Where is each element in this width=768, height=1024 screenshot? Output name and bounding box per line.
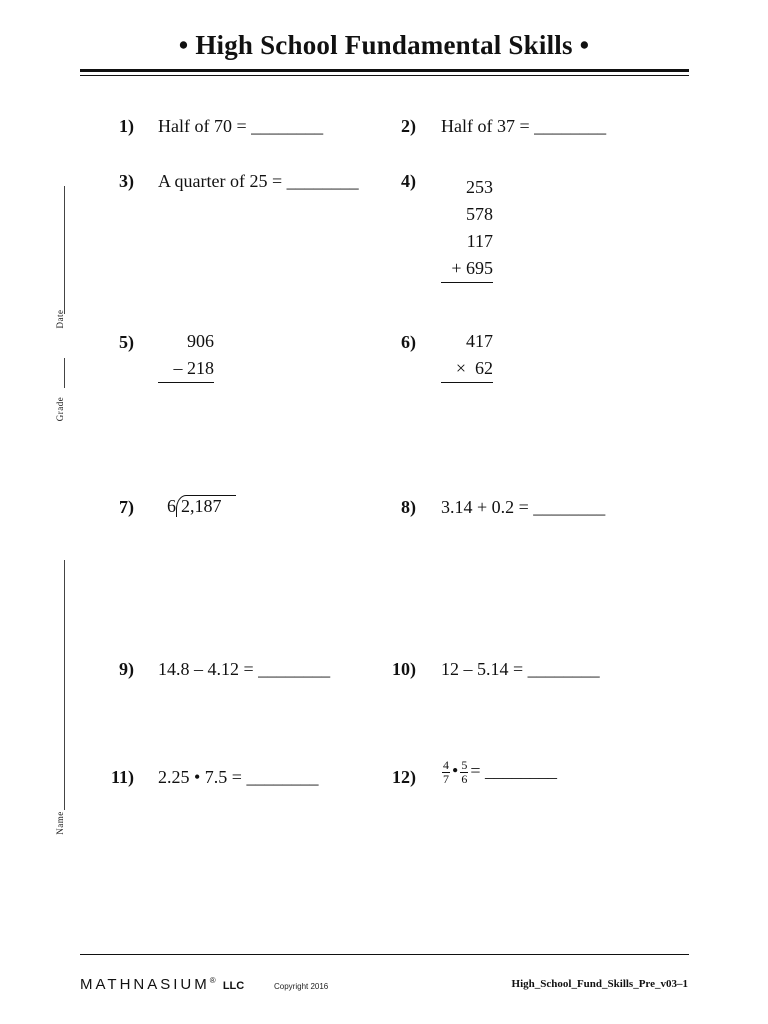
problem-number: 8) [401, 497, 416, 517]
addend-4: + 695 [441, 255, 493, 283]
date-field-line[interactable] [64, 186, 65, 314]
denominator: 7 [443, 772, 449, 786]
subtraction-stack [158, 328, 214, 383]
title-rule-thin [80, 75, 689, 76]
dividend: 2,187 [181, 496, 222, 516]
fraction-2 [460, 759, 468, 786]
problem-text: 12 – 5.14 = ________ [441, 659, 600, 679]
problem-number: 10) [392, 659, 416, 679]
grade-field-line[interactable] [64, 358, 65, 388]
problem-text: Half of 37 = ________ [441, 116, 607, 136]
multiplier: × 62 [441, 355, 493, 383]
long-division [167, 495, 236, 517]
copyright-text: Copyright 2016 [274, 982, 329, 991]
name-field-line[interactable] [64, 560, 65, 810]
name-label: Name [55, 811, 65, 835]
numerator: 5 [461, 758, 468, 772]
problem-number: 6) [401, 332, 416, 352]
date-label: Date [55, 309, 65, 329]
addition-stack [441, 174, 493, 283]
problem-number: 7) [119, 497, 134, 517]
addend-2: 578 [466, 204, 493, 224]
problem-number: 4) [401, 171, 416, 191]
problem-text: Half of 70 = ________ [158, 116, 324, 136]
problem-number: 1) [119, 116, 134, 136]
problem-number: 9) [119, 659, 134, 679]
divisor: 6 [167, 496, 176, 516]
document-id: High_School_Fund_Skills_Pre_v03–1 [511, 978, 688, 990]
page-title: • High School Fundamental Skills • [178, 30, 590, 60]
mathnasium-logo: MATHNASIUM® LLC [80, 976, 245, 993]
problem-text: 3.14 + 0.2 = ________ [441, 497, 606, 517]
footer-rule [80, 954, 689, 955]
multiplicand: 417 [466, 331, 493, 351]
problem-text: 2.25 • 7.5 = ________ [158, 767, 319, 787]
numerator: 4 [443, 758, 449, 772]
operator: • [452, 760, 459, 781]
denominator: 6 [461, 772, 468, 786]
division-bracket [176, 495, 236, 517]
subtrahend: – 218 [158, 355, 214, 383]
logo-a-mark: A [95, 976, 108, 993]
addend-1: 253 [466, 177, 493, 197]
problem-number: 11) [110, 767, 134, 787]
problem-number: 2) [401, 116, 416, 136]
problem-text: A quarter of 25 = ________ [158, 171, 359, 191]
problem-text: 14.8 – 4.12 = ________ [158, 659, 331, 679]
problem-number: 5) [119, 332, 134, 352]
problem-number: 3) [119, 171, 134, 191]
addend-3: 117 [466, 231, 493, 251]
problem-expression [440, 759, 557, 786]
title-rule-thick [80, 69, 689, 72]
answer-blank: = ________ [470, 760, 557, 781]
problem-number: 12) [392, 767, 416, 787]
multiplication-stack [441, 328, 493, 383]
fraction-1 [442, 759, 450, 786]
minuend: 906 [187, 331, 214, 351]
grade-label: Grade [55, 396, 65, 422]
